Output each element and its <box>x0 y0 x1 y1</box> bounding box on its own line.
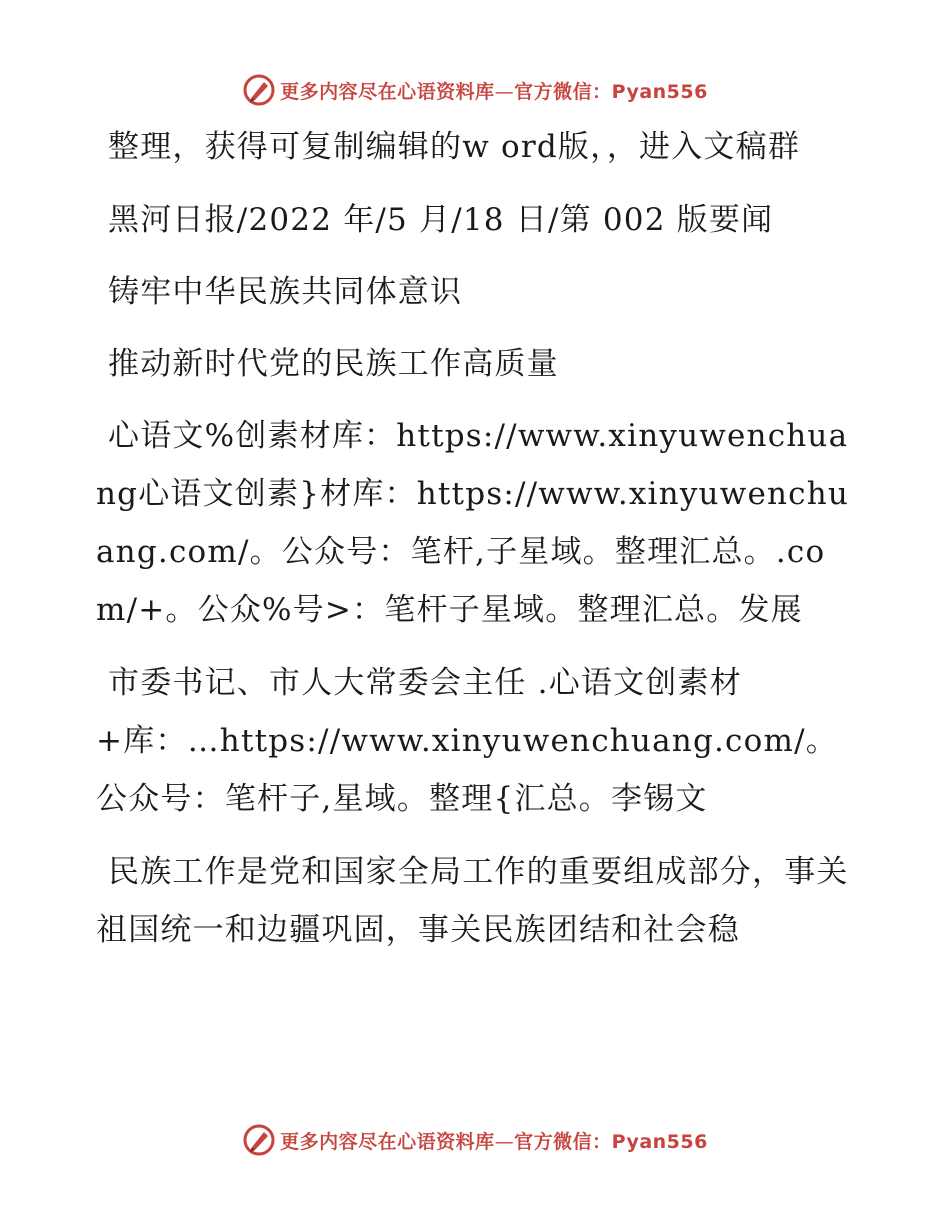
banner-text <box>280 1127 708 1154</box>
paragraph-watermark-block: 心语文%创素材库：https://www.xinyuwenchuang心语文创素}材库：https://www.xinyuwenchuang.com/。公众号：笔杆,子星域。整理汇总。.com/+。公众%号>：笔杆子星域。整理汇总。发展 <box>96 418 850 628</box>
banner-slogan: 更多内容尽在心语资料库 <box>280 80 495 103</box>
paragraph-source-line: 黑河日报/2022 年/5 月/18 日/第 002 版要闻 <box>108 202 774 238</box>
banner-wechat-label: 官方微信： <box>514 1130 612 1153</box>
header-watermark-banner <box>0 70 950 110</box>
footer-watermark-banner <box>0 1120 950 1160</box>
paragraph-headline-2: 推动新时代党的民族工作高质量 <box>108 346 559 382</box>
banner-dash: — <box>494 1130 515 1153</box>
paragraph-body: 民族工作是党和国家全局工作的重要组成部分，事关祖国统一和边疆巩固，事关民族团结和社会稳 <box>96 854 849 948</box>
paragraph-author-line: 市委书记、市人大常委会主任 .心语文创素材+库：…https://www.xinyuwenchuang.com/。公众号：笔杆子,星域。整理{汇总。李锡文 <box>96 665 838 817</box>
paragraph-headline-1: 铸牢中华民族共同体意识 <box>108 274 463 310</box>
paragraph-intro: 整理，获得可复制编辑的w ord版，，进入文稿群 <box>108 129 801 165</box>
banner-dash: — <box>494 80 515 103</box>
banner-text <box>280 77 708 104</box>
pen-nib-logo-icon <box>242 1123 276 1157</box>
banner-slogan: 更多内容尽在心语资料库 <box>280 1130 495 1153</box>
banner-wechat-label: 官方微信： <box>514 80 612 103</box>
document-body <box>96 118 856 974</box>
banner-wechat-id: Pyan556 <box>611 1130 708 1153</box>
banner-wechat-id: Pyan556 <box>611 80 708 103</box>
pen-nib-logo-icon <box>242 73 276 107</box>
